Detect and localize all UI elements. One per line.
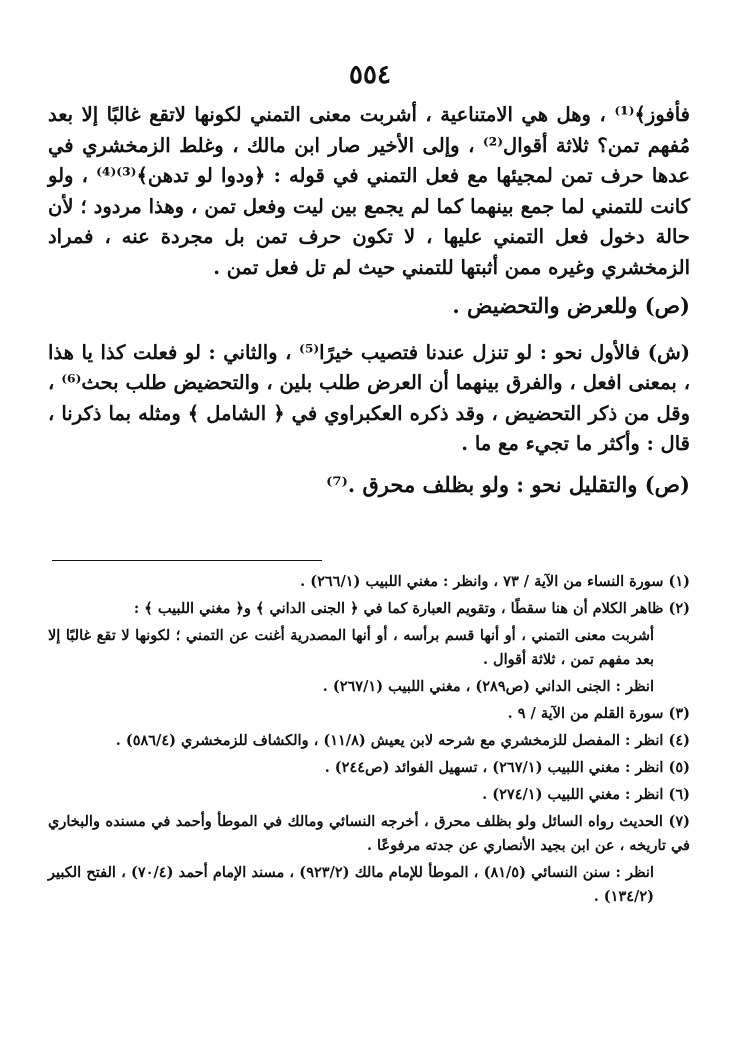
footnote-2-quote: أشربت معنى التمني ، أو أنها قسم برأسه ، أو أنها المصدرية أغنت عن التمني ؛ لكونها لا تقع غالبًا إلا بعد مفهم تمن ، ثلاثة أقوال . [48, 627, 654, 668]
footnotes [48, 570, 690, 912]
footnote-7: (٧) الحديث رواه السائل ولو بظلف محرق ، أخرجه النسائي ومالك في الموطأ وأحمد في مسنده والبخاري في تاريخه ، عن ابن بجيد الأنصاري عن جدته مرفوعًا . [48, 813, 690, 854]
sharh-paragraph: (ش) فالأول نحو : لو تنزل عندنا فتصيب خيرًا⁽⁵⁾ ، والثاني : لو فعلت كذا يا هذا ، بمعنى افعل ، والفرق بينهما أن العرض طلب بلين ، والتحضيض طلب بحث⁽⁶⁾ ، وقل من ذكر التحضيض ، وقد ذكره العكبراوي في ﴿ الشامل ﴾ ومثله بما ذكرنا ، قال : وأكثر ما تجيء مع ما . [48, 340, 690, 455]
main-text [48, 100, 690, 516]
footnote-2: (٢) ظاهر الكلام أن هنا سقطًا ، وتقويم العبارة كما في ﴿ الجنى الداني ﴾ و﴿ مغني اللبيب ﴾ : [133, 600, 690, 617]
footnote-4: (٤) انظر : المفصل للزمخشري مع شرحه لابن يعيش (١١/٨) ، والكشاف للزمخشري (٥٨٦/٤) . [115, 732, 690, 749]
page-number: ٥٥٤ [349, 60, 391, 90]
footnote-1: (١) سورة النساء من الآية / ٧٣ ، وانظر : مغني اللبيب (٢٦٦/١) . [300, 573, 690, 590]
footnote-2-ref: انظر : الجنى الداني (ص٢٨٩) ، مغني اللبيب (٢٦٧/١) . [322, 678, 654, 695]
footnote-7-ref: انظر : سنن النسائي (٨١/٥) ، الموطأ للإمام مالك (٩٢٣/٢) ، مسند الإمام أحمد (٧٠/٤) ، الفتح الكبير (١٣٤/٢) . [48, 864, 654, 905]
heading-taqlil: (ص) والتقليل نحو : ولو بظلف محرق .⁽⁷⁾ [326, 471, 690, 497]
intro-paragraph: فأفوز﴾⁽¹⁾ ، وهل هي الامتناعية ، أشربت معنى التمني لكونها لاتقع غالبًا إلا بعد مُفهم تمن؟ ثلاثة أقوال⁽²⁾ ، وإلى الأخير صار ابن مالك ، وغلط الزمخشري في عدها حرف تمن لمجيئها مع فعل التمني في قوله : ﴿ودوا لو تدهن﴾⁽³⁾⁽⁴⁾ ، ولو كانت للتمني لما جمع بينهما كما لم يجمع بين ليت وفعل تمن ، وهذا مردود ؛ لأن حالة دخول فعل التمني عليها ، لا تكون حرف تمن بل مجردة عنه ، فمراد الزمخشري وغيره ممن أثبتها للتمني حيث لم تل فعل تمن . [48, 103, 691, 279]
footnote-divider [52, 560, 322, 561]
footnote-6: (٦) انظر : مغني اللبيب (٢٧٤/١) . [482, 786, 690, 803]
footnote-5: (٥) انظر : مغني اللبيب (٢٦٧/١) ، تسهيل الفوائد (ص٢٤٤) . [324, 759, 690, 776]
heading-ard-tahdid: (ص) وللعرض والتحضيض . [452, 293, 690, 318]
footnote-3: (٣) سورة القلم من الآية / ٩ . [507, 705, 690, 722]
